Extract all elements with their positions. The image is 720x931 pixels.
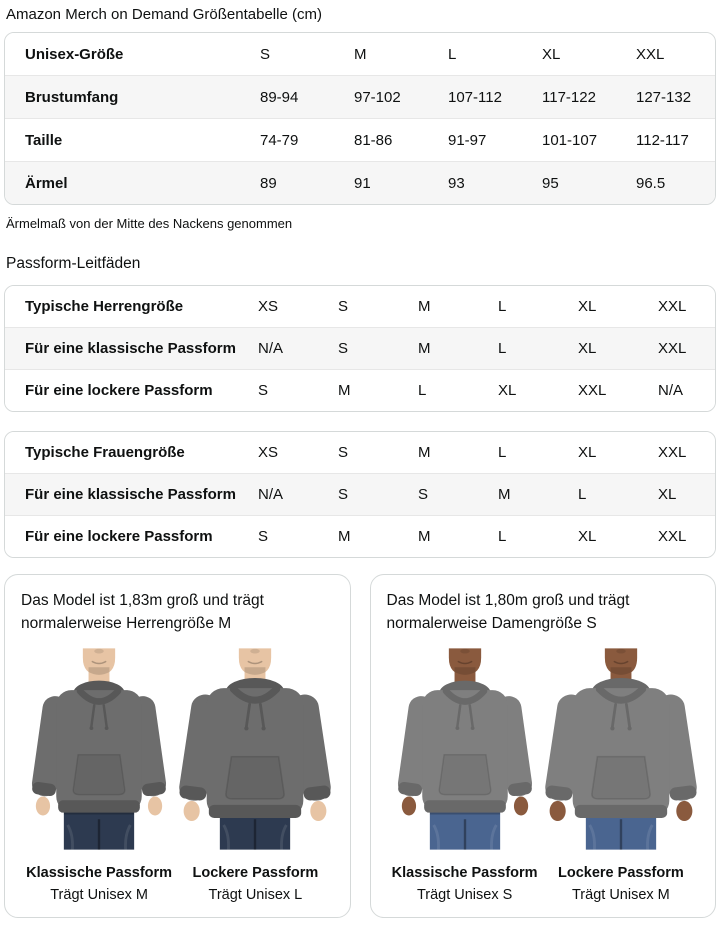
table-cell: XXL (658, 528, 687, 545)
table-row (5, 369, 715, 411)
figure-fit-label: Klassische Passform (391, 865, 538, 881)
row-label: Für eine lockere Passform (25, 382, 213, 399)
table-cell: N/A (658, 382, 684, 399)
sleeve-note: Ärmelmaß von der Mitte des Nackens genommen (6, 216, 293, 231)
row-label: Typische Frauengröße (25, 444, 185, 461)
table-cell: S (258, 382, 269, 399)
row-label: Typische Herrengröße (25, 298, 184, 315)
figure-size-label: Trägt Unisex S (416, 887, 513, 903)
row-label: Brustumfang (25, 88, 119, 106)
table-cell: L (498, 340, 507, 357)
model-photo-classic (389, 643, 541, 855)
model-figure (21, 643, 177, 905)
model-card-men (4, 574, 351, 918)
table-cell: N/A (258, 340, 284, 357)
table-cell: XXL (658, 444, 687, 461)
model-cards (4, 574, 716, 918)
model-figure (177, 643, 333, 905)
figure-size-label: Trägt Unisex M (571, 887, 670, 903)
table-cell: XS (258, 298, 279, 315)
table-header-row (5, 33, 715, 75)
figure-size-label: Trägt Unisex L (208, 887, 303, 903)
row-label: Unisex-Größe (25, 45, 124, 63)
fit-table-women (4, 431, 716, 558)
table-cell: 91 (354, 174, 371, 192)
unisex-size-table (4, 32, 716, 205)
table-cell: XL (578, 444, 597, 461)
table-cell: L (498, 298, 507, 315)
size-chart-page (0, 6, 720, 918)
model-description: Das Model ist 1,80m groß und trägt normalerweise Damengröße S (386, 592, 630, 632)
table-cell: 101-107 (542, 131, 598, 149)
table-row (5, 473, 715, 515)
table-cell: M (418, 444, 431, 461)
figure-fit-label: Lockere Passform (192, 865, 319, 881)
table-cell: L (498, 444, 507, 461)
table-row (5, 327, 715, 369)
table-cell: S (258, 528, 269, 545)
table-cell: XXL (578, 382, 607, 399)
table-cell: S (338, 298, 349, 315)
table-cell: XL (498, 382, 517, 399)
model-figure (387, 643, 543, 905)
table-cell: S (338, 486, 349, 503)
model-description: Das Model ist 1,83m groß und trägt normalerweise Herrengröße M (21, 592, 264, 632)
model-photo-classic (23, 643, 175, 855)
size-col-header: XL (542, 45, 561, 63)
figure-fit-label: Klassische Passform (26, 865, 173, 881)
figure-fit-label: Lockere Passform (558, 865, 684, 881)
model-figures (21, 643, 334, 905)
table-cell: 93 (448, 174, 465, 192)
table-cell: XL (658, 486, 677, 503)
fit-guides-heading: Passform-Leitfäden (6, 255, 141, 272)
table-cell: XL (578, 340, 597, 357)
table-row (5, 118, 715, 161)
table-cell: 81-86 (354, 131, 393, 149)
row-label: Für eine lockere Passform (25, 528, 213, 545)
model-card-women (370, 574, 717, 918)
model-photo-loose (179, 643, 331, 855)
figure-size-label: Trägt Unisex M (50, 887, 148, 903)
row-label: Ärmel (25, 174, 68, 192)
model-figure (543, 643, 699, 905)
table-cell: 117-122 (542, 88, 596, 106)
row-label: Für eine klassische Passform (25, 340, 236, 357)
table-cell: M (418, 528, 431, 545)
table-row (5, 286, 715, 327)
table-cell: M (498, 486, 511, 503)
fit-table-men (4, 285, 716, 412)
table-cell: S (338, 340, 349, 357)
model-figures (387, 643, 700, 905)
table-cell: M (418, 298, 431, 315)
table-cell: XL (578, 528, 597, 545)
table-cell: L (418, 382, 427, 399)
size-col-header: M (354, 45, 367, 63)
size-col-header: XXL (636, 45, 665, 63)
table-cell: 107-112 (448, 88, 502, 106)
row-label: Für eine klassische Passform (25, 486, 236, 503)
table-row (5, 432, 715, 473)
table-cell: 96.5 (636, 174, 666, 192)
table-cell: XXL (658, 298, 687, 315)
table-cell: XL (578, 298, 597, 315)
table-cell: 91-97 (448, 131, 487, 149)
table-cell: 112-117 (636, 131, 689, 149)
table-cell: 89 (260, 174, 277, 192)
table-cell: 89-94 (260, 88, 299, 106)
table-cell: S (338, 444, 349, 461)
page-title: Amazon Merch on Demand Größentabelle (cm) (6, 6, 322, 23)
table-cell: N/A (258, 486, 284, 503)
table-cell: 74-79 (260, 131, 299, 149)
table-cell: L (498, 528, 507, 545)
table-cell: M (418, 340, 431, 357)
table-cell: 127-132 (636, 88, 692, 106)
table-cell: L (578, 486, 587, 503)
table-row (5, 75, 715, 118)
table-cell: 95 (542, 174, 559, 192)
table-cell: 97-102 (354, 88, 401, 106)
model-photo-loose (545, 643, 697, 855)
table-row (5, 161, 715, 204)
table-row (5, 515, 715, 557)
table-cell: XS (258, 444, 279, 461)
row-label: Taille (25, 131, 63, 149)
size-col-header: L (448, 45, 457, 63)
table-cell: XXL (658, 340, 687, 357)
table-cell: S (418, 486, 429, 503)
table-cell: M (338, 528, 351, 545)
table-cell: M (338, 382, 351, 399)
size-col-header: S (260, 45, 271, 63)
